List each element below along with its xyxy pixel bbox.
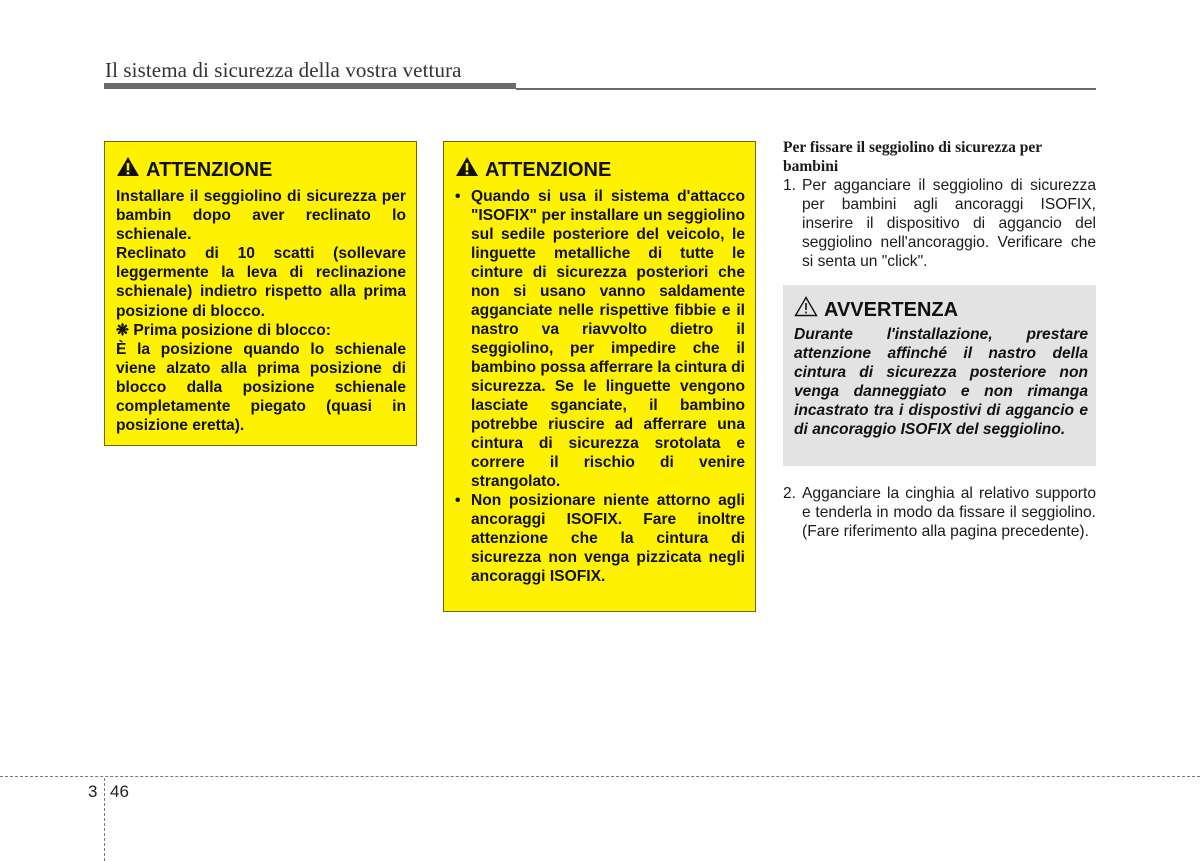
warning-title: [455, 156, 745, 183]
warning-text: [116, 187, 406, 435]
header-title: Il sistema di sicurezza della vostra vettura: [105, 58, 462, 82]
warning-paragraph: Installare il seggiolino di sicurezza per bambin dopo aver reclinato lo schienale.: [116, 188, 406, 244]
chapter-number: 3: [88, 782, 98, 801]
caution-text: Durante l'installazione, prestare attenzione affinché il nastro della cintura di sicurezza posteriore non venga danneggiato e non rimanga incastrato tra i dispostivi di aggancio e di ancoraggio ISOFIX del seggiolino.: [794, 326, 1088, 439]
header-rule-thick: [104, 83, 516, 89]
caution-title: [794, 296, 1088, 323]
bullet-text: Quando si usa il sistema d'attacco "ISOFIX" per installare un seggiolino sul sedile posteriore del veicolo, le linguette metalliche di tutte le cinture di sicurezza posteriori che non si usano vanno saldamente agganciate nelle rispettive fibbie e il nastro va riavvolto dietro il seggiolino, per impedire che il bambino possa afferrare la cintura di sicurezza. Se le linguette vengono lasciate sganciate, il bambino potrebbe riuscire ad afferrare una cintura di sicurezza srotolata e correre il rischio di venire strangolato.: [471, 188, 745, 490]
step-text: Per agganciare il seggiolino di sicurezza per bambini agli ancoraggi ISOFIX, inserire il dispositivo di aggancio del seggiolino nell'ancoraggio. Verificare che si senta un "click".: [802, 177, 1096, 270]
warning-box-reclining: [104, 141, 417, 446]
steps-list: [783, 484, 1096, 541]
section-heading: Per fissare il seggiolino di sicurezza per bambini: [783, 139, 1042, 175]
list-item: [783, 176, 1096, 271]
warning-paragraph: È la posizione quando lo schienale viene alzato alla prima posizione di blocco dalla posizione schienale completamente piegato (quasi in posizione eretta).: [116, 340, 406, 435]
warning-triangle-icon: [455, 156, 479, 183]
footer-vertical-divider: [104, 778, 105, 861]
page-number: 46: [110, 782, 129, 801]
instructions-section: [783, 138, 1096, 271]
warning-title: [116, 156, 406, 183]
header-rule-thin: [516, 88, 1096, 90]
step-number: 2.: [783, 485, 797, 502]
step-number: 1.: [783, 177, 797, 194]
warning-title-label: ATTENZIONE: [485, 158, 612, 181]
caution-box: [783, 285, 1096, 466]
warning-paragraph: Reclinato di 10 scatti (sollevare leggermente la leva di reclinazione schienale) indietro rispetto alla prima posizione di blocco.: [116, 245, 406, 320]
warning-title-label: ATTENZIONE: [146, 158, 273, 181]
warning-triangle-icon: [116, 156, 140, 183]
caution-title-label: AVVERTENZA: [824, 298, 959, 321]
warning-note-label: ❋ Prima posizione di blocco:: [116, 321, 331, 339]
list-item: • Quando si usa il sistema d'attacco "ISOFIX" per installare un seggiolino sul sedile posteriore del veicolo, le linguette metalliche di tutte le cinture di sicurezza posteriori che non si usano vanno saldamente agganciate nelle rispettive fibbie e il nastro va riavvolto dietro il seggiolino, per impedire che il bambino possa afferrare la cintura di sicurezza. Se le linguette vengono lasciate sganciate, il bambino potrebbe riuscire ad afferrare una cintura di sicurezza srotolata e correre il rischio di venire strangolato.: [455, 188, 745, 490]
warning-bullet-list: [455, 187, 745, 586]
steps-list: [783, 176, 1096, 271]
list-item: [783, 484, 1096, 541]
bullet-text: Non posizionare niente attorno agli ancoraggi ISOFIX. Fare inoltre attenzione che la cintura di sicurezza non venga pizzicata negli ancoraggi ISOFIX.: [471, 492, 745, 585]
step-text: Agganciare la cinghia al relativo supporto e tenderla in modo da fissare il seggiolino. (Fare riferimento alla pagina precedente).: [802, 485, 1096, 540]
list-item: • Non posizionare niente attorno agli ancoraggi ISOFIX. Fare inoltre attenzione che la cintura di sicurezza non venga pizzicata negli ancoraggi ISOFIX.: [455, 492, 745, 585]
caution-triangle-icon: [794, 296, 818, 323]
footer-divider: [0, 776, 1200, 777]
instructions-step-2: [783, 484, 1096, 541]
warning-box-isofix: [443, 141, 756, 612]
